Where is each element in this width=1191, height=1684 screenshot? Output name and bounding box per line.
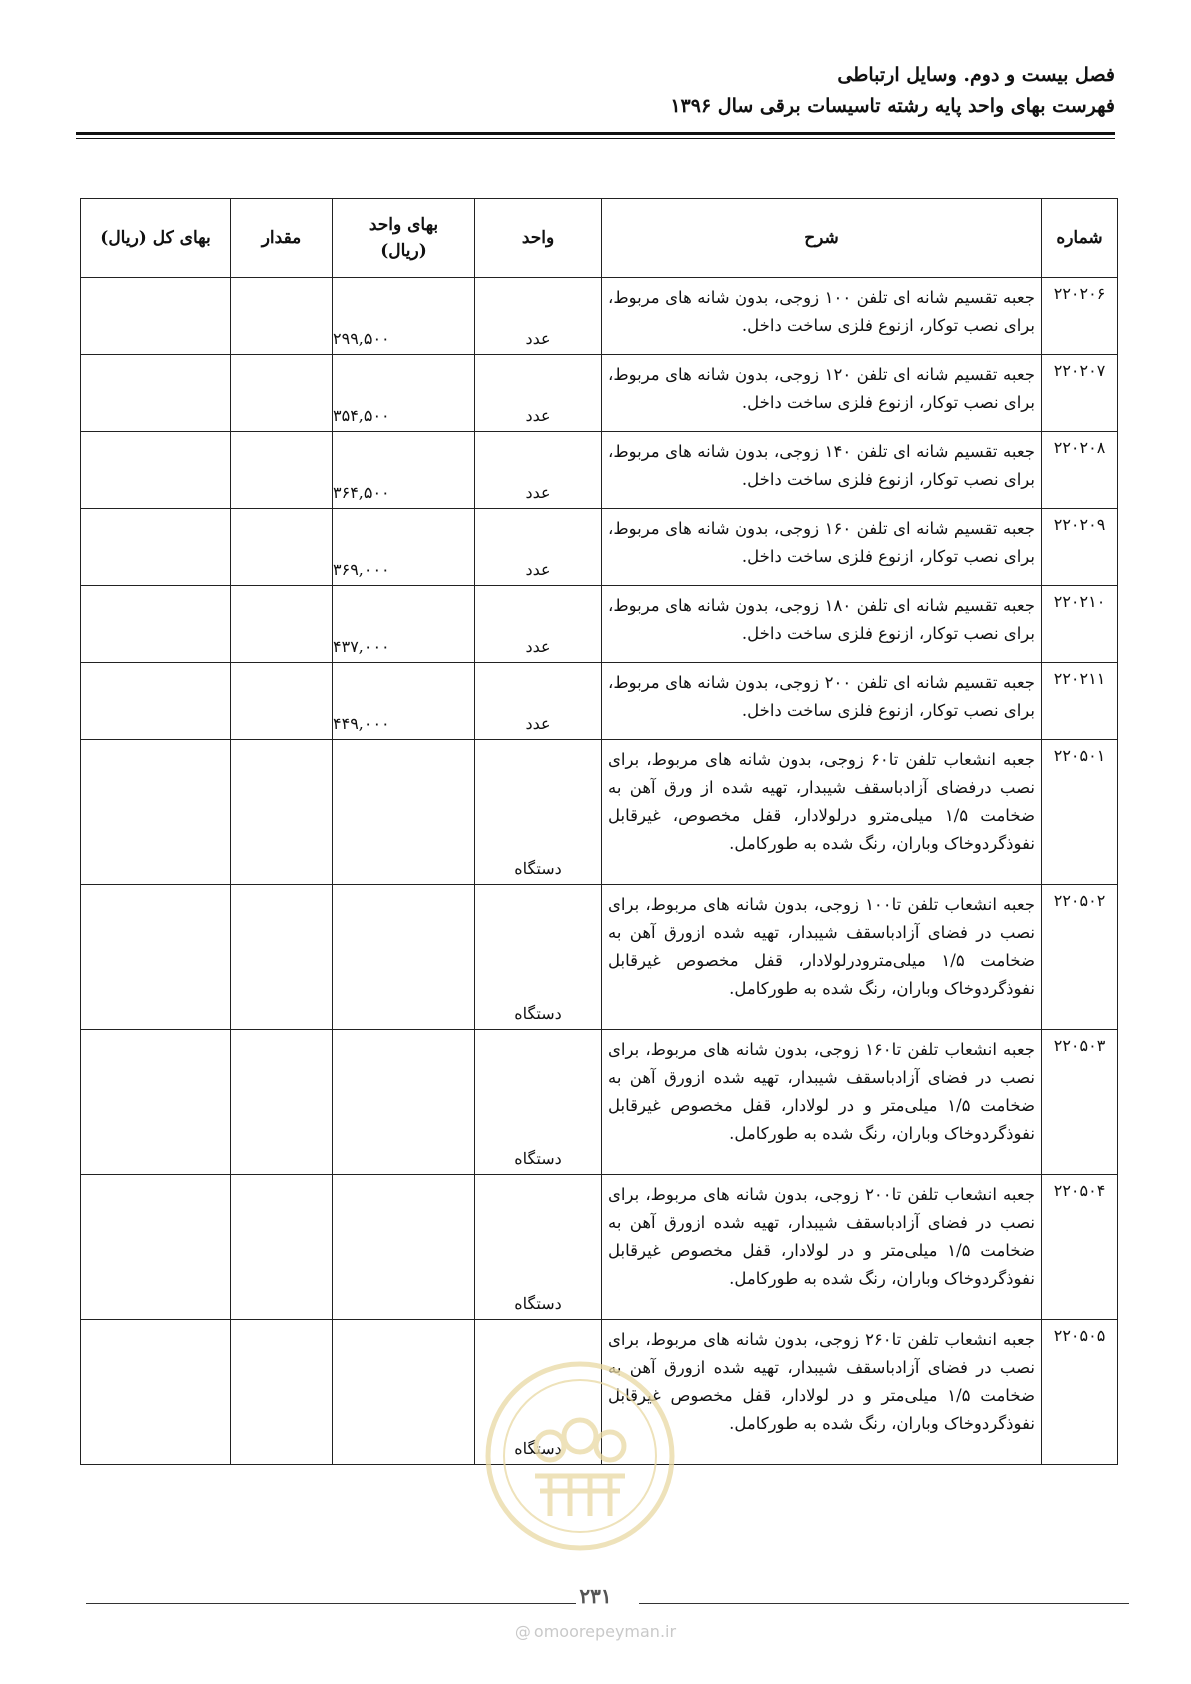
item-quantity bbox=[231, 355, 333, 432]
item-total-price bbox=[81, 1320, 231, 1465]
item-description: جعبه تقسیم شانه ای تلفن ۱۲۰ زوجی، بدون شانه های مربوط، برای نصب توکار، ازنوع فلزی ساخت داخل. bbox=[602, 355, 1042, 432]
chapter-title: فصل بیست و دوم. وسایل ارتباطی bbox=[837, 64, 1115, 86]
unit-price-currency: (ریال) bbox=[380, 241, 427, 261]
item-total-price bbox=[81, 586, 231, 663]
item-quantity bbox=[231, 740, 333, 885]
item-code: ۲۲۰۵۰۲ bbox=[1042, 885, 1118, 1030]
item-unit-price: ۳۵۴,۵۰۰ bbox=[333, 355, 475, 432]
item-quantity bbox=[231, 1030, 333, 1175]
item-total-price bbox=[81, 885, 231, 1030]
item-total-price bbox=[81, 740, 231, 885]
item-code: ۲۲۰۲۰۹ bbox=[1042, 509, 1118, 586]
item-description: جعبه انشعاب تلفن تا۱۰۰ زوجی، بدون شانه های مربوط، برای نصب در فضای آزادباسقف شیبدار، تهیه شده ازورق آهن به ضخامت ۱/۵ میلی‌مترودرلولادار، قفل مخصوص غیرقابل نفوذگردوخاک وباران، رنگ شده به طورکامل. bbox=[602, 885, 1042, 1030]
item-unit: عدد bbox=[475, 278, 602, 355]
item-quantity bbox=[231, 1175, 333, 1320]
item-code: ۲۲۰۲۱۰ bbox=[1042, 586, 1118, 663]
item-code: ۲۲۰۲۰۷ bbox=[1042, 355, 1118, 432]
item-total-price bbox=[81, 1175, 231, 1320]
item-code: ۲۲۰۵۰۳ bbox=[1042, 1030, 1118, 1175]
page-header bbox=[76, 60, 1115, 122]
item-unit-price: ۴۳۷,۰۰۰ bbox=[333, 586, 475, 663]
item-unit: عدد bbox=[475, 586, 602, 663]
table-row bbox=[81, 432, 1118, 509]
item-code: ۲۲۰۲۰۶ bbox=[1042, 278, 1118, 355]
table-row bbox=[81, 1175, 1118, 1320]
item-description: جعبه تقسیم شانه ای تلفن ۲۰۰ زوجی، بدون شانه های مربوط، برای نصب توکار، ازنوع فلزی ساخت داخل. bbox=[602, 663, 1042, 740]
at-sign-icon: @ bbox=[514, 1622, 531, 1641]
column-header-total-price: بهای کل (ریال) bbox=[81, 199, 231, 278]
page-number: ۲۳۱ bbox=[579, 1584, 612, 1608]
item-description: جعبه انشعاب تلفن تا۱۶۰ زوجی، بدون شانه های مربوط، برای نصب در فضای آزادباسقف شیبدار، تهیه شده ازورق آهن به ضخامت ۱/۵ میلی‌متر و در لولادار، قفل مخصوص غیرقابل نفوذگردوخاک وباران، رنگ شده به طورکامل. bbox=[602, 1030, 1042, 1175]
item-code: ۲۲۰۲۱۱ bbox=[1042, 663, 1118, 740]
table-header-row bbox=[81, 199, 1118, 278]
item-code: ۲۲۰۵۰۴ bbox=[1042, 1175, 1118, 1320]
table-row bbox=[81, 663, 1118, 740]
item-unit: دستگاه bbox=[475, 740, 602, 885]
item-quantity bbox=[231, 1320, 333, 1465]
item-total-price bbox=[81, 1030, 231, 1175]
source-watermark-text: omoorepeyman.ir bbox=[533, 1622, 677, 1641]
item-unit-price bbox=[333, 740, 475, 885]
item-total-price bbox=[81, 355, 231, 432]
item-quantity bbox=[231, 278, 333, 355]
table-row bbox=[81, 278, 1118, 355]
table-row bbox=[81, 586, 1118, 663]
price-list-title: فهرست بهای واحد پایه رشته تاسیسات برقی سال ۱۳۹۶ bbox=[670, 95, 1115, 117]
item-unit: دستگاه bbox=[475, 1030, 602, 1175]
item-unit-price bbox=[333, 1030, 475, 1175]
item-unit-price: ۳۶۹,۰۰۰ bbox=[333, 509, 475, 586]
table-row bbox=[81, 885, 1118, 1030]
table-row bbox=[81, 355, 1118, 432]
item-quantity bbox=[231, 586, 333, 663]
unit-price-label: بهای واحد bbox=[368, 215, 439, 235]
item-unit: دستگاه bbox=[475, 1175, 602, 1320]
item-unit-price: ۲۹۹,۵۰۰ bbox=[333, 278, 475, 355]
item-unit: عدد bbox=[475, 509, 602, 586]
header-rule-thin bbox=[76, 138, 1115, 139]
item-unit-price: ۳۶۴,۵۰۰ bbox=[333, 432, 475, 509]
item-description: جعبه انشعاب تلفن تا۲۶۰ زوجی، بدون شانه های مربوط، برای نصب در فضای آزادباسقف شیبدار، تهیه شده ازورق آهن به ضخامت ۱/۵ میلی‌متر و در لولادار، قفل مخصوص غیرقابل نفوذگردوخاک وباران، رنگ شده به طورکامل. bbox=[602, 1320, 1042, 1465]
item-quantity bbox=[231, 509, 333, 586]
item-unit: عدد bbox=[475, 663, 602, 740]
column-header-quantity: مقدار bbox=[231, 199, 333, 278]
item-description: جعبه انشعاب تلفن تا۲۰۰ زوجی، بدون شانه های مربوط، برای نصب در فضای آزادباسقف شیبدار، تهیه شده ازورق آهن به ضخامت ۱/۵ میلی‌متر و در لولادار، قفل مخصوص غیرقابل نفوذگردوخاک وباران، رنگ شده به طورکامل. bbox=[602, 1175, 1042, 1320]
item-total-price bbox=[81, 509, 231, 586]
item-unit: عدد bbox=[475, 432, 602, 509]
price-table bbox=[80, 198, 1118, 1465]
item-description: جعبه تقسیم شانه ای تلفن ۱۸۰ زوجی، بدون شانه های مربوط، برای نصب توکار، ازنوع فلزی ساخت داخل. bbox=[602, 586, 1042, 663]
header-rule-thick bbox=[76, 132, 1115, 135]
column-header-code: شماره bbox=[1042, 199, 1118, 278]
item-description: جعبه تقسیم شانه ای تلفن ۱۴۰ زوجی، بدون شانه های مربوط، برای نصب توکار، ازنوع فلزی ساخت داخل. bbox=[602, 432, 1042, 509]
table-row bbox=[81, 1030, 1118, 1175]
item-total-price bbox=[81, 278, 231, 355]
item-unit-price bbox=[333, 1320, 475, 1465]
item-unit-price bbox=[333, 1175, 475, 1320]
item-unit: دستگاه bbox=[475, 1320, 602, 1465]
watermark-seal-icon bbox=[480, 1356, 680, 1556]
item-quantity bbox=[231, 663, 333, 740]
item-description: جعبه انشعاب تلفن تا۶۰ زوجی، بدون شانه های مربوط، برای نصب درفضای آزادباسقف شیبدار، تهیه شده از ورق آهن به ضخامت ۱/۵ میلی‌مترو درلولادار، قفل مخصوص، غیرقابل نفوذگردوخاک وباران، رنگ شده به طورکامل. bbox=[602, 740, 1042, 885]
item-unit: دستگاه bbox=[475, 885, 602, 1030]
column-header-unit: واحد bbox=[475, 199, 602, 278]
item-unit-price bbox=[333, 885, 475, 1030]
item-total-price bbox=[81, 663, 231, 740]
item-code: ۲۲۰۵۰۵ bbox=[1042, 1320, 1118, 1465]
item-quantity bbox=[231, 432, 333, 509]
item-code: ۲۲۰۲۰۸ bbox=[1042, 432, 1118, 509]
column-header-description: شرح bbox=[602, 199, 1042, 278]
item-description: جعبه تقسیم شانه ای تلفن ۱۰۰ زوجی، بدون شانه های مربوط، برای نصب توکار، ازنوع فلزی ساخت داخل. bbox=[602, 278, 1042, 355]
table-row bbox=[81, 740, 1118, 885]
item-total-price bbox=[81, 432, 231, 509]
table-row bbox=[81, 509, 1118, 586]
item-quantity bbox=[231, 885, 333, 1030]
column-header-unit-price bbox=[333, 199, 475, 278]
item-code: ۲۲۰۵۰۱ bbox=[1042, 740, 1118, 885]
item-unit: عدد bbox=[475, 355, 602, 432]
item-description: جعبه تقسیم شانه ای تلفن ۱۶۰ زوجی، بدون شانه های مربوط، برای نصب توکار، ازنوع فلزی ساخت داخل. bbox=[602, 509, 1042, 586]
item-unit-price: ۴۴۹,۰۰۰ bbox=[333, 663, 475, 740]
source-watermark bbox=[0, 1622, 1191, 1641]
